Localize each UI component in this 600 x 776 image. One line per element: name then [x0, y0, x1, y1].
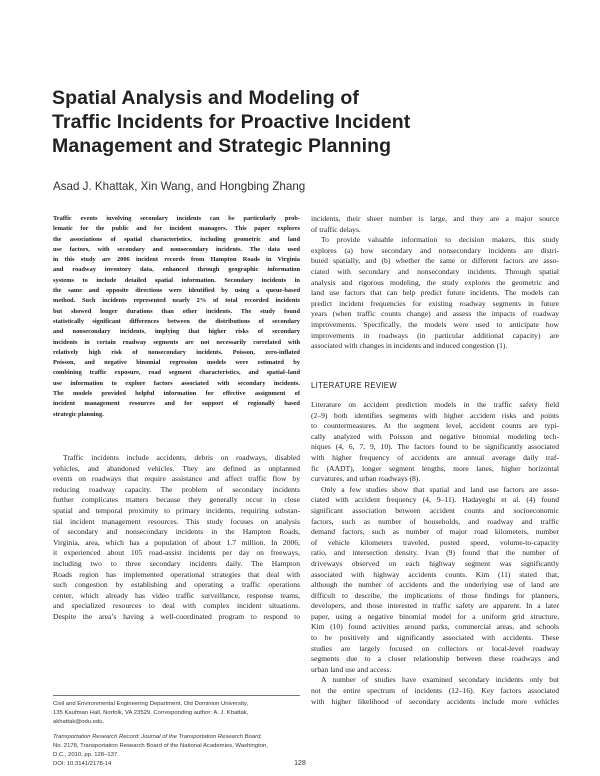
body-line: fic (AADT), longer segment lengths, more lanes, higher horizontal — [311, 463, 559, 473]
body-line: Roads region has implemented operational strategies that deal with — [53, 569, 300, 579]
body-line: with higher likelihood of secondary accidents include more vehicles — [311, 696, 559, 706]
body-line: difficult to describe, the implications of those findings for planners, — [311, 590, 559, 600]
abstract-line: Traffic events involving secondary incidents can be particularly prob- — [53, 215, 300, 222]
intro-paragraph — [53, 453, 300, 623]
footnote-line: No. 2178, Transportation Research Board of the National Academies, Washington, — [53, 742, 268, 749]
body-line: spatial and temporal proximity to primary incidents, requiring substan- — [53, 505, 300, 515]
body-line: paper, using a negative binomial model for a uniform grid structure, — [311, 611, 559, 621]
body-line: of vehicle kilometers traveled, posted speed, volume-to-capacity — [311, 537, 559, 547]
footnote-divider — [53, 695, 300, 696]
abstract-line: incident management resources and for support of regionally based — [53, 400, 300, 408]
body-line: to be positively and significantly associated with accidents. These — [311, 633, 559, 643]
body-line: further complicates matters because they generally occur in close — [53, 495, 300, 505]
intro-continuation — [311, 214, 559, 352]
body-line: such congestion by establishing and operating a traffic operations — [53, 580, 300, 590]
body-line: factors, such as number of households, and roadway and traffic — [311, 516, 559, 526]
body-line: predict incident frequencies for existing roadway segments in future — [311, 298, 559, 308]
abstract-line: incidents in certain roadway segments are not necessarily correlated with — [53, 338, 300, 346]
body-line: Literature on accident prediction models in the traffic safety field — [311, 400, 559, 409]
abstract-line: Poisson, and negative binomial regression models were estimated by — [53, 359, 300, 367]
body-line: to countermeasures. At the segment level, accident counts are typi- — [311, 421, 559, 431]
body-line: driveways observed on each highway segment was significantly — [311, 558, 559, 568]
body-line: improvements. Specifically, the models were used to anticipate how — [311, 319, 559, 329]
body-line: niques (4, 6, 7, 9, 10). The factors found to be significantly associated — [311, 442, 559, 452]
abstract-line: systems to include detailed spatial information. Secondary incidents in — [53, 276, 300, 284]
abstract-line: relatively high risk of nonsecondary incidents. Poisson, zero-inflated — [53, 348, 300, 356]
body-line: incidents, their sheer number is large, and they are a major source — [311, 214, 559, 223]
body-line: although the number of accidents and the underlying use of land are — [311, 580, 559, 590]
body-line: and specialized resources to deal with complex incident situations. — [53, 601, 300, 611]
body-line: developers, and those interested in traffic safety are apparent. In a later — [311, 601, 559, 611]
abstract-line: statistically significant differences between the distributions of secondary — [53, 317, 300, 325]
abstract-line: use information to explore factors associated with secondary incidents. — [53, 379, 300, 387]
body-line: ratio, and intersection density. Ivan (9) found that the number of — [311, 548, 559, 558]
body-line: of secondary and nonsecondary incidents in the Hampton Roads, — [53, 527, 300, 537]
section-heading: LITERATURE REVIEW — [311, 381, 397, 390]
abstract-line: combining traffic exposure, road segment characteristics, and spatial–land — [53, 369, 300, 377]
body-line: analysis and rigorous modeling, the study explores the geometric and — [311, 277, 559, 287]
body-line: with higher frequency of accidents are annual average daily traf- — [311, 452, 559, 462]
body-line: Traffic incidents include accidents, debris on roadways, disabled — [63, 453, 300, 462]
body-line: (2–9) both identifies segments with higher accident risks and points — [311, 410, 559, 420]
body-line: curvatures, and urban roadways (8). — [311, 474, 421, 484]
abstract — [53, 214, 300, 420]
body-line: associated with changes in incidents and induced congestion (1). — [311, 341, 508, 351]
body-line: of traffic delays. — [311, 224, 361, 234]
body-line: demand factors, such as number of major road kilometers, number — [311, 527, 559, 537]
abstract-line: and nonsecondary incidents, implying that higher risks of secondary — [53, 328, 300, 336]
footnote-line: Civil and Environmental Engineering Department, Old Dominion University, — [53, 701, 249, 707]
body-line: To provide valuable information to decision makers, this study — [321, 235, 559, 245]
abstract-line: the same and opposite directions were identified by using a queue-based — [53, 287, 300, 295]
footnote-line: 135 Kaufman Hall, Norfolk, VA 23529. Corresponding author: A. J. Khattak, — [53, 709, 249, 716]
body-line: segments due to a closer relationship between these roadways and — [311, 654, 559, 664]
body-line: including two to three secondary incidents daily. The Hampton — [53, 558, 300, 568]
abstract-line: The models provided helpful information for effective assignment of — [53, 390, 300, 398]
citation-footnote — [53, 733, 313, 769]
body-line: A number of studies have examined secondary incidents only but — [321, 675, 559, 685]
paper-title — [52, 86, 552, 158]
body-line: tial incident management resources. This study focuses on analysis — [53, 516, 300, 526]
body-line: not the entire spectrum of incidents (12–16). Key factors associated — [311, 686, 559, 696]
title-line: Traffic Incidents for Proactive Incident — [52, 111, 411, 133]
body-line: years (when traffic counts change) and assess the impacts of roadway — [311, 309, 559, 319]
title-line: Management and Strategic Planning — [52, 135, 392, 157]
body-line: events on roadways that require assistance and affect traffic flow by — [53, 474, 300, 484]
journal-name: Transportation Research Record: Journal of the Transportation Research Board, — [53, 734, 263, 740]
body-line: significant association between accident counts and socioeconomic — [311, 505, 559, 515]
abstract-line: lematic for the public and for incident managers. This paper explores — [53, 225, 300, 233]
doi: DOI: 10.3141/2178-14 — [53, 760, 112, 767]
abstract-line: in this study are 2006 incident records from Hampton Roads in Virginia — [53, 256, 300, 264]
body-line: associated with highway accidents counts. Kim (11) stated that, — [311, 569, 559, 579]
footnote-line: D.C., 2010, pp. 128–137. — [53, 751, 119, 758]
body-line: urban land use and access. — [311, 664, 392, 674]
footnote-line: akhattak@odu.edu. — [53, 718, 105, 725]
body-line: land use factors that can help predict future incidents. The models can — [311, 288, 559, 298]
body-line: explores (a) how secondary and nonsecondary incidents are distri- — [311, 245, 559, 255]
body-line: Despite the area’s having a well-coordinated program to respond to — [53, 611, 300, 621]
body-line: ciated with secondary and nonsecondary incidents. Through spatial — [311, 266, 559, 276]
abstract-line: use factors, with secondary and nonsecondary incidents. The data used — [53, 245, 300, 253]
abstract-line: strategic planning. — [53, 410, 104, 418]
authors: Asad J. Khattak, Xin Wang, and Hongbing Zhang — [53, 180, 306, 193]
body-line: ciated with accident frequency (4, 9–11). Hadayeghi et al. (4) found — [311, 495, 559, 505]
body-line: vehicles, and abandoned vehicles. They are defined as unplanned — [53, 463, 300, 473]
body-line: studies are largely focused on collectors or local-level roadway — [311, 643, 559, 653]
abstract-line: the associations of spatial characteristics, including geometric and land — [53, 235, 300, 243]
literature-review-text — [311, 400, 559, 707]
page-number: 128 — [294, 760, 306, 767]
body-line: center, which already has video traffic surveillance, response teams, — [53, 590, 300, 600]
body-line: it experienced about 105 road-assist incidents per day on freeways, — [53, 548, 300, 558]
body-line: buted spatially, and (b) whether the same or different factors are asso- — [311, 256, 559, 266]
title-line: Spatial Analysis and Modeling of — [52, 87, 359, 109]
body-line: reducing roadway capacity. The problem of secondary incidents — [53, 484, 300, 494]
abstract-line: but showed longer durations than other incidents. The study found — [53, 307, 300, 315]
body-line: improvements in roadways (in particular additional capacity) are — [311, 330, 559, 340]
body-line: cally analyzed with Poisson and negative binomial modeling tech- — [311, 431, 559, 441]
body-line: Only a few studies show that spatial and land use factors are asso- — [321, 484, 559, 494]
abstract-line: and roadway inventory data, enhanced through geographic information — [53, 266, 300, 274]
abstract-line: method. Such incidents represented nearly 2% of total recorded incidents — [53, 297, 300, 305]
body-line: Kim (10) found activities around parks, commercial areas, and schools — [311, 622, 559, 632]
author-affiliation-footnote — [53, 700, 313, 727]
body-line: Virginia, area, which has a population of about 1.7 million. In 2006, — [53, 537, 300, 547]
